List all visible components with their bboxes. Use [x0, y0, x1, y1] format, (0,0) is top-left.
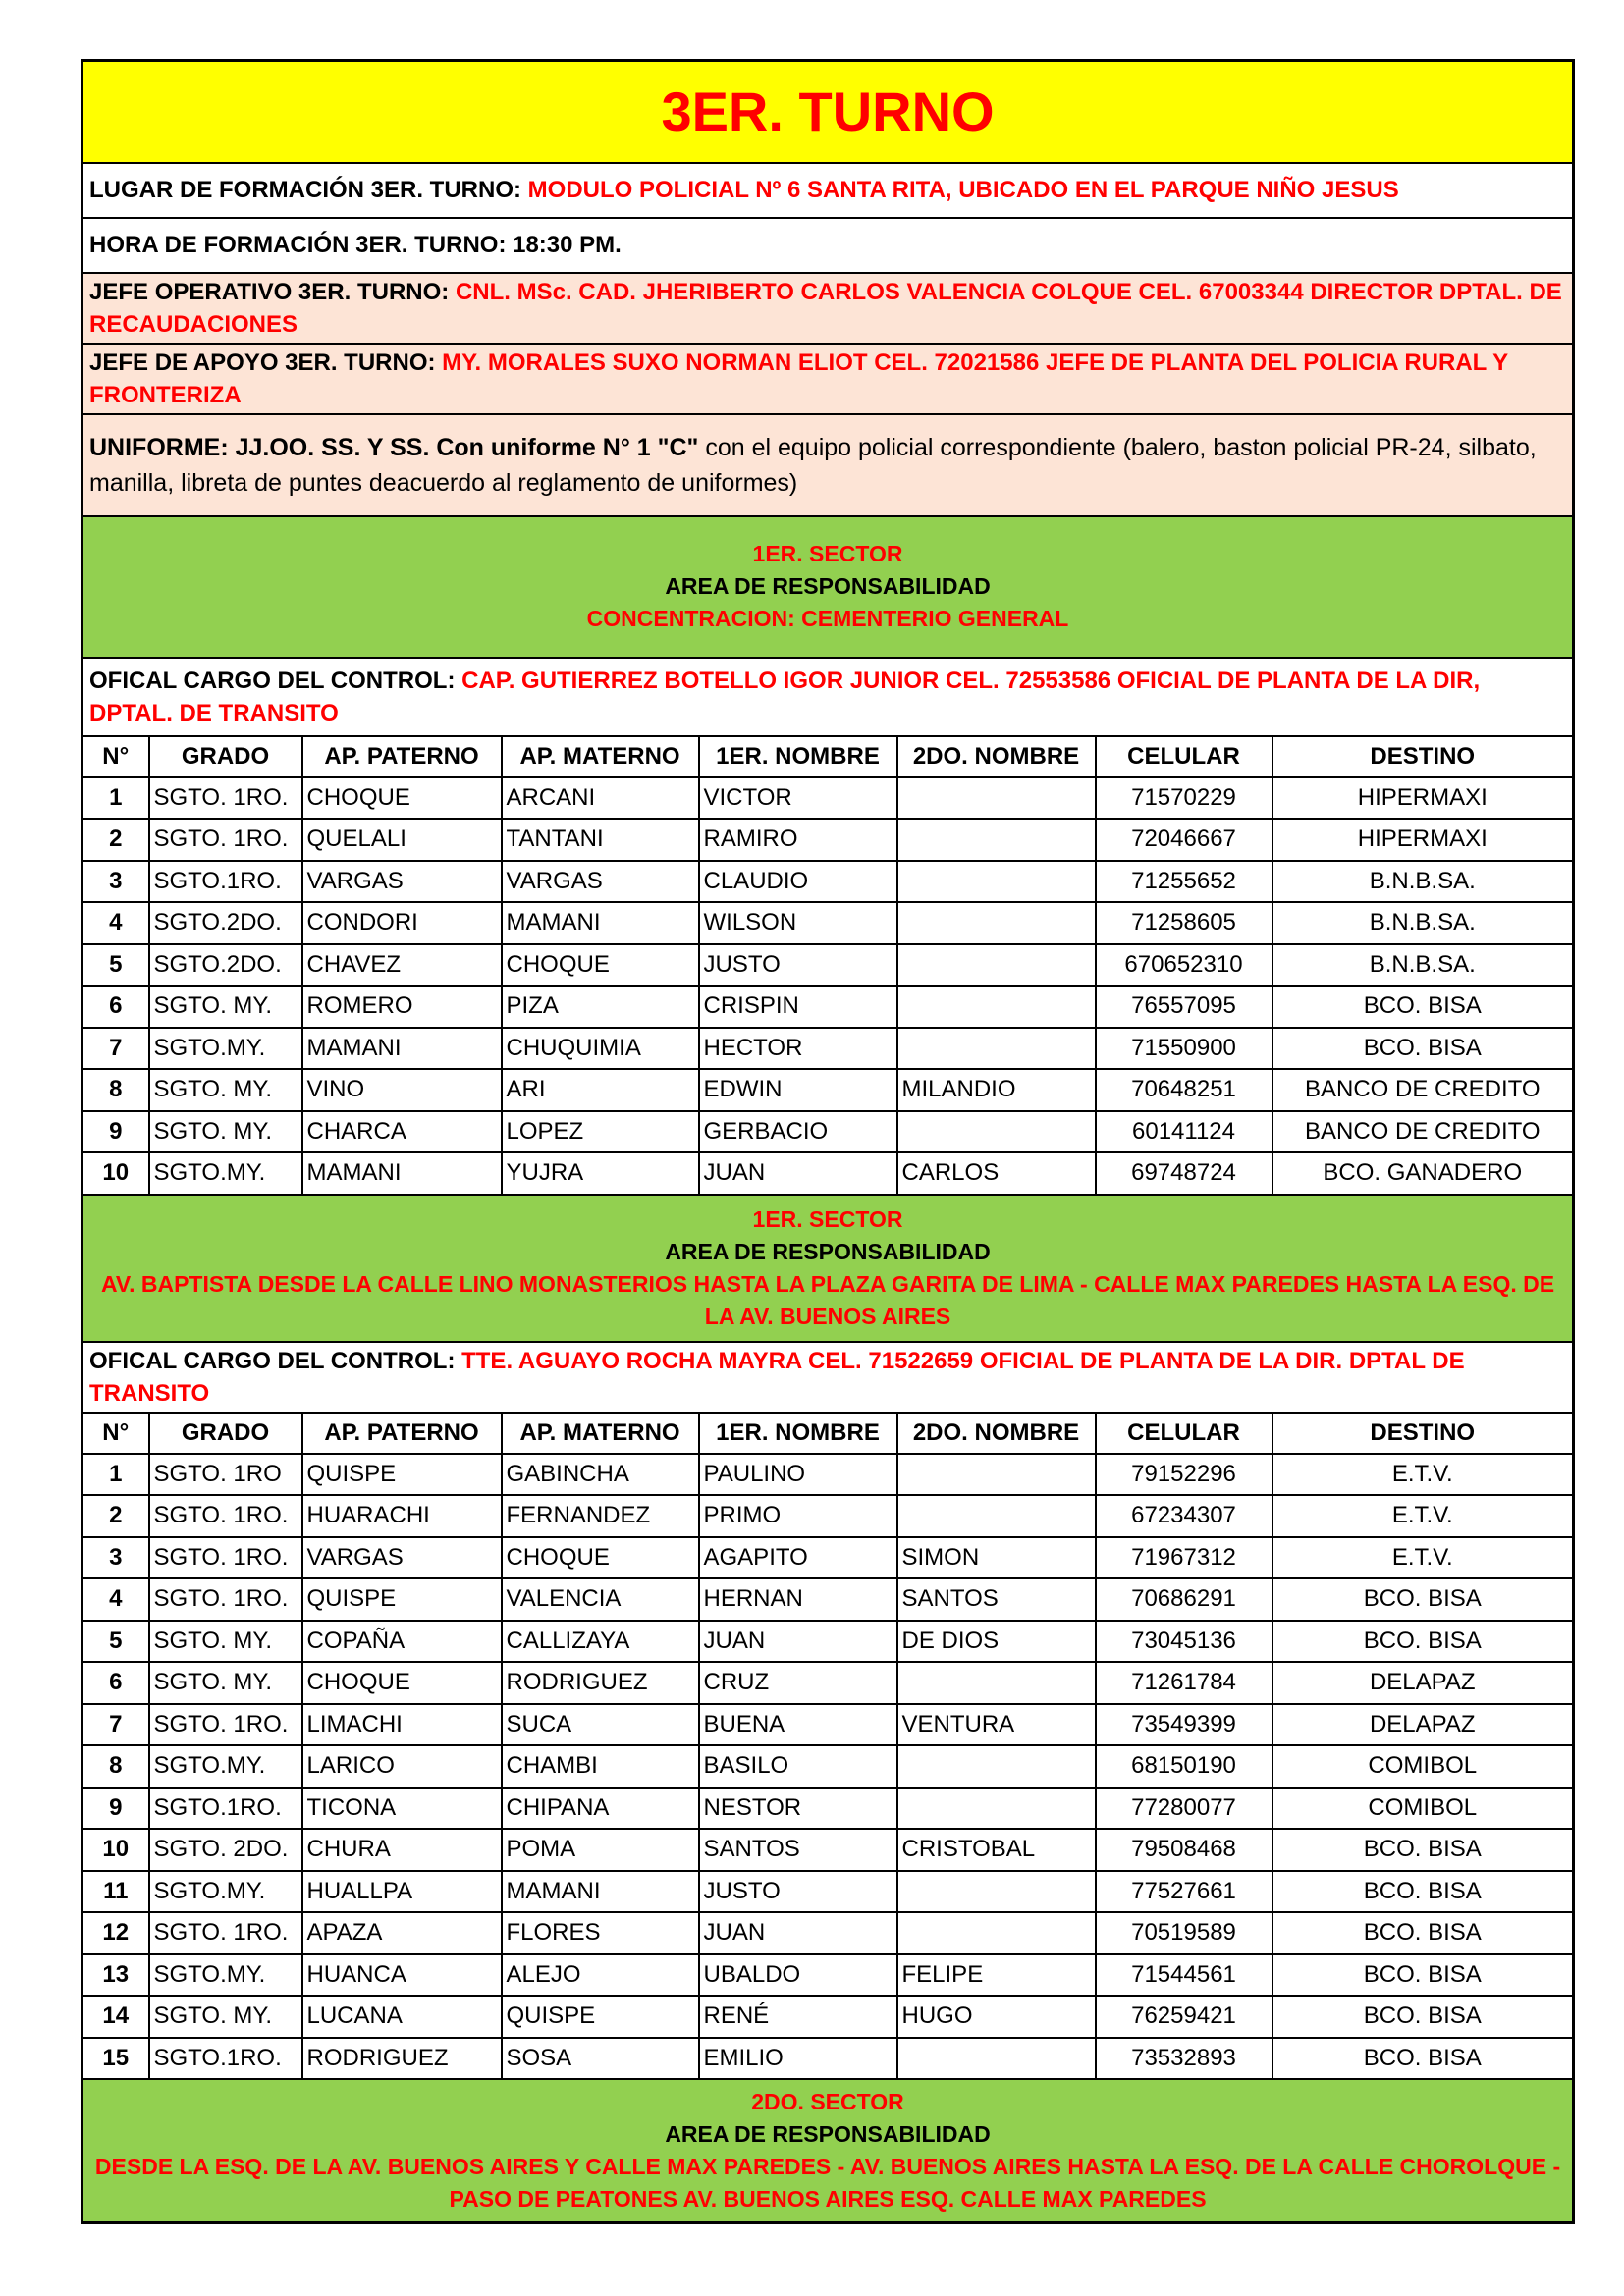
table-cell: 71255652	[1096, 861, 1272, 903]
table-cell: BCO. GANADERO	[1272, 1152, 1574, 1195]
table-cell	[897, 861, 1096, 903]
table-cell: MAMANI	[502, 902, 699, 944]
sector-banner	[82, 2079, 1574, 2222]
table-cell: 10	[82, 1829, 149, 1871]
table-cell: 9	[82, 1111, 149, 1153]
column-header: N°	[82, 1413, 149, 1454]
table-cell: SGTO. 1RO.	[149, 819, 302, 861]
table-cell: HUALLPA	[302, 1871, 502, 1913]
table-cell: 13	[82, 1954, 149, 1997]
table-cell: 6	[82, 1662, 149, 1704]
table-cell: VARGAS	[502, 861, 699, 903]
table-cell: 14	[82, 1996, 149, 2038]
table-cell: RODRIGUEZ	[502, 1662, 699, 1704]
table-cell: 3	[82, 1537, 149, 1579]
table-cell: PIZA	[502, 986, 699, 1028]
table-cell: 67234307	[1096, 1495, 1272, 1537]
table-cell: FLORES	[502, 1912, 699, 1954]
table-cell: 1	[82, 1454, 149, 1496]
table-cell: 79152296	[1096, 1454, 1272, 1496]
table-cell: 73045136	[1096, 1621, 1272, 1663]
column-header: 2DO. NOMBRE	[897, 736, 1096, 777]
table-cell: DELAPAZ	[1272, 1662, 1574, 1704]
table-cell: BCO. BISA	[1272, 1996, 1574, 2038]
table-cell: 77527661	[1096, 1871, 1272, 1913]
table-cell: 2	[82, 1495, 149, 1537]
table-row	[82, 1454, 1574, 1496]
table-cell: HIPERMAXI	[1272, 777, 1574, 820]
table-cell: SGTO.MY.	[149, 1152, 302, 1195]
table-cell: 79508468	[1096, 1829, 1272, 1871]
table-cell: SGTO.2DO.	[149, 902, 302, 944]
lugar-value: MODULO POLICIAL Nº 6 SANTA RITA, UBICADO EN EL PARQUE NIÑO JESUS	[527, 177, 1399, 203]
table-row	[82, 777, 1574, 820]
table-cell: SGTO. MY.	[149, 1621, 302, 1663]
table-cell: SGTO. 1RO.	[149, 777, 302, 820]
sector-area: AREA DE RESPONSABILIDAD	[665, 573, 991, 599]
table-cell: CLAUDIO	[699, 861, 897, 903]
column-header: N°	[82, 736, 149, 777]
table-cell: HERNAN	[699, 1578, 897, 1621]
table-cell: 70686291	[1096, 1578, 1272, 1621]
jefe-apoyo-label: JEFE DE APOYO 3ER. TURNO:	[89, 348, 436, 376]
table-cell: ARI	[502, 1069, 699, 1111]
table-header	[82, 736, 1574, 777]
officer-row	[82, 658, 1574, 736]
table-cell: 5	[82, 1621, 149, 1663]
document	[81, 59, 1572, 2224]
table-cell: SGTO. 1RO	[149, 1454, 302, 1496]
table-cell: 71967312	[1096, 1537, 1272, 1579]
table-cell	[897, 2038, 1096, 2080]
table-cell: VALENCIA	[502, 1578, 699, 1621]
table-cell: FELIPE	[897, 1954, 1096, 1997]
table-row	[82, 1912, 1574, 1954]
table-row	[82, 819, 1574, 861]
sector-area: AREA DE RESPONSABILIDAD	[665, 2120, 991, 2147]
table-cell: JUSTO	[699, 944, 897, 987]
column-header: DESTINO	[1272, 1413, 1574, 1454]
table-row	[82, 1578, 1574, 1621]
table-cell: 12	[82, 1912, 149, 1954]
table-cell: SGTO. 1RO.	[149, 1578, 302, 1621]
officer-label: OFICAL CARGO DEL CONTROL:	[89, 667, 456, 694]
table-cell: CHOQUE	[502, 944, 699, 987]
table-cell: BCO. BISA	[1272, 1028, 1574, 1070]
table-cell: DE DIOS	[897, 1621, 1096, 1663]
table-row	[82, 1788, 1574, 1830]
table-cell	[897, 1495, 1096, 1537]
table-cell: HECTOR	[699, 1028, 897, 1070]
column-header: AP. PATERNO	[302, 736, 502, 777]
column-header: AP. MATERNO	[502, 736, 699, 777]
table-cell: BCO. BISA	[1272, 1621, 1574, 1663]
table-cell: LOPEZ	[502, 1111, 699, 1153]
table-cell: HUGO	[897, 1996, 1096, 2038]
table-cell: SGTO.2DO.	[149, 944, 302, 987]
table-cell: SGTO. 1RO.	[149, 1912, 302, 1954]
table-cell: CHOQUE	[302, 1662, 502, 1704]
table-cell: ALEJO	[502, 1954, 699, 1997]
table-cell: BCO. BISA	[1272, 1954, 1574, 1997]
column-header: 1ER. NOMBRE	[699, 736, 897, 777]
table-cell: CHOQUE	[302, 777, 502, 820]
column-header: DESTINO	[1272, 736, 1574, 777]
uniforme-label: UNIFORME: JJ.OO. SS. Y SS. Con uniforme N° 1 "C"	[89, 433, 699, 461]
table-cell: 72046667	[1096, 819, 1272, 861]
jefe-operativo-label: JEFE OPERATIVO 3ER. TURNO:	[89, 278, 450, 305]
table-cell: 69748724	[1096, 1152, 1272, 1195]
table-cell: B.N.B.SA.	[1272, 861, 1574, 903]
table-cell	[897, 986, 1096, 1028]
table-cell: 71261784	[1096, 1662, 1272, 1704]
table-cell: MAMANI	[502, 1871, 699, 1913]
table-cell: 76557095	[1096, 986, 1272, 1028]
table-cell: VENTURA	[897, 1704, 1096, 1746]
table-cell	[897, 1788, 1096, 1830]
column-header: CELULAR	[1096, 736, 1272, 777]
table-row	[82, 1954, 1574, 1997]
table-cell: 7	[82, 1704, 149, 1746]
sector-banner	[82, 516, 1574, 658]
table-cell: 1	[82, 777, 149, 820]
sector-banner	[82, 1195, 1574, 1342]
table-cell: 71258605	[1096, 902, 1272, 944]
table-cell: SIMON	[897, 1537, 1096, 1579]
table-cell: SGTO.1RO.	[149, 861, 302, 903]
table-cell: CHIPANA	[502, 1788, 699, 1830]
table-row	[82, 1996, 1574, 2038]
table-cell: CRISTOBAL	[897, 1829, 1096, 1871]
table-row	[82, 1495, 1574, 1537]
table-cell: BANCO DE CREDITO	[1272, 1111, 1574, 1153]
table-cell: 70648251	[1096, 1069, 1272, 1111]
table-cell: MAMANI	[302, 1028, 502, 1070]
table-cell: E.T.V.	[1272, 1537, 1574, 1579]
table-cell: 8	[82, 1069, 149, 1111]
table-row	[82, 1662, 1574, 1704]
uniforme-value: con el equipo policial correspondiente (balero, baston policial PR-24, silbato, manilla, libreta de puntes deacuerdo al reglamento de uniformes)	[89, 433, 1537, 497]
table-cell: RENÉ	[699, 1996, 897, 2038]
table-cell: 3	[82, 861, 149, 903]
table-cell: SGTO.MY.	[149, 1028, 302, 1070]
table-cell: B.N.B.SA.	[1272, 944, 1574, 987]
table-row	[82, 1621, 1574, 1663]
table-cell: SUCA	[502, 1704, 699, 1746]
sector-title: 2DO. SECTOR	[751, 2088, 904, 2114]
table-cell: EMILIO	[699, 2038, 897, 2080]
table-cell: POMA	[502, 1829, 699, 1871]
table-cell: E.T.V.	[1272, 1495, 1574, 1537]
table-cell: 73532893	[1096, 2038, 1272, 2080]
table-cell: SGTO.1RO.	[149, 2038, 302, 2080]
table-cell	[897, 819, 1096, 861]
table-cell: SANTOS	[699, 1829, 897, 1871]
table-row	[82, 1069, 1574, 1111]
table-cell: TANTANI	[502, 819, 699, 861]
table-cell: 9	[82, 1788, 149, 1830]
sector-detail: AV. BAPTISTA DESDE LA CALLE LINO MONASTERIOS HASTA LA PLAZA GARITA DE LIMA - CALLE MAX PAREDES HASTA LA ESQ. DE LA AV. BUENOS AIRES	[100, 1270, 1555, 1329]
table-cell: 71570229	[1096, 777, 1272, 820]
table-cell: PRIMO	[699, 1495, 897, 1537]
table-cell: 670652310	[1096, 944, 1272, 987]
table-cell: CHAVEZ	[302, 944, 502, 987]
sector-title: 1ER. SECTOR	[752, 1205, 903, 1232]
table-cell	[897, 1111, 1096, 1153]
table-cell	[897, 944, 1096, 987]
table-cell: COMIBOL	[1272, 1788, 1574, 1830]
table-cell: BUENA	[699, 1704, 897, 1746]
table-cell: CHOQUE	[502, 1537, 699, 1579]
table-cell: CARLOS	[897, 1152, 1096, 1195]
table-cell: HUARACHI	[302, 1495, 502, 1537]
table-cell: E.T.V.	[1272, 1454, 1574, 1496]
sector-detail: DESDE LA ESQ. DE LA AV. BUENOS AIRES Y CALLE MAX PAREDES - AV. BUENOS AIRES HASTA LA ESQ. DE LA CALLE CHOROLQUE - PASO DE PEATONES AV. BUENOS AIRES ESQ. CALLE MAX PAREDES	[94, 2153, 1561, 2212]
table-cell: YUJRA	[502, 1152, 699, 1195]
table-cell: 70519589	[1096, 1912, 1272, 1954]
sector-detail: CONCENTRACION: CEMENTERIO GENERAL	[586, 606, 1069, 631]
page-title: 3ER. TURNO	[82, 61, 1574, 163]
table-header	[82, 1413, 1574, 1454]
table-cell: SGTO. MY.	[149, 1662, 302, 1704]
table-cell: 60141124	[1096, 1111, 1272, 1153]
table-cell: 7	[82, 1028, 149, 1070]
table-cell: 15	[82, 2038, 149, 2080]
table-cell: SGTO. 1RO.	[149, 1537, 302, 1579]
table-cell: HIPERMAXI	[1272, 819, 1574, 861]
table-cell: JUAN	[699, 1152, 897, 1195]
table-cell: SGTO. 1RO.	[149, 1704, 302, 1746]
table-cell: 10	[82, 1152, 149, 1195]
table-cell: PAULINO	[699, 1454, 897, 1496]
table-cell: CHURA	[302, 1829, 502, 1871]
table-cell	[897, 1871, 1096, 1913]
table-cell: B.N.B.SA.	[1272, 902, 1574, 944]
table-cell: CALLIZAYA	[502, 1621, 699, 1663]
table-cell: MAMANI	[302, 1152, 502, 1195]
turno-table	[81, 59, 1575, 2224]
table-row	[82, 1111, 1574, 1153]
table-cell: BASILO	[699, 1745, 897, 1788]
table-cell: 76259421	[1096, 1996, 1272, 2038]
table-cell: CHAMBI	[502, 1745, 699, 1788]
table-cell: LIMACHI	[302, 1704, 502, 1746]
table-row	[82, 2038, 1574, 2080]
table-row	[82, 1871, 1574, 1913]
table-cell: AGAPITO	[699, 1537, 897, 1579]
table-cell: 8	[82, 1745, 149, 1788]
table-cell: JUAN	[699, 1912, 897, 1954]
table-cell: BCO. BISA	[1272, 986, 1574, 1028]
uniforme-row	[82, 414, 1574, 516]
table-row	[82, 902, 1574, 944]
table-row	[82, 1152, 1574, 1195]
table-cell: VARGAS	[302, 861, 502, 903]
sector-area: AREA DE RESPONSABILIDAD	[665, 1238, 991, 1264]
table-cell	[897, 902, 1096, 944]
lugar-label: LUGAR DE FORMACIÓN 3ER. TURNO:	[89, 177, 521, 203]
table-cell: BCO. BISA	[1272, 1871, 1574, 1913]
column-header: 2DO. NOMBRE	[897, 1413, 1096, 1454]
table-cell: SGTO.1RO.	[149, 1788, 302, 1830]
table-row	[82, 986, 1574, 1028]
table-cell: BCO. BISA	[1272, 1578, 1574, 1621]
table-cell: RAMIRO	[699, 819, 897, 861]
hora-label: HORA DE FORMACIÓN 3ER. TURNO: 18:30 PM.	[89, 232, 622, 258]
table-cell	[897, 1028, 1096, 1070]
table-cell: APAZA	[302, 1912, 502, 1954]
table-row	[82, 861, 1574, 903]
table-cell: CRISPIN	[699, 986, 897, 1028]
table-cell: ROMERO	[302, 986, 502, 1028]
table-cell: 5	[82, 944, 149, 987]
table-row	[82, 944, 1574, 987]
column-header: CELULAR	[1096, 1413, 1272, 1454]
table-cell: VARGAS	[302, 1537, 502, 1579]
table-cell: SGTO.MY.	[149, 1745, 302, 1788]
jefe-apoyo-row	[82, 344, 1574, 414]
table-cell: 73549399	[1096, 1704, 1272, 1746]
jefe-apoyo-value: MY. MORALES SUXO NORMAN ELIOT CEL. 72021586 JEFE DE PLANTA DEL POLICIA RURAL Y FRONTERIZA	[89, 348, 1508, 408]
table-cell: SOSA	[502, 2038, 699, 2080]
officer-value: CAP. GUTIERREZ BOTELLO IGOR JUNIOR CEL. 72553586 OFICIAL DE PLANTA DE LA DIR, DPTAL. DE TRANSITO	[89, 667, 1481, 726]
table-cell: QUELALI	[302, 819, 502, 861]
table-cell: CHUQUIMIA	[502, 1028, 699, 1070]
column-header: GRADO	[149, 1413, 302, 1454]
table-row	[82, 1829, 1574, 1871]
hora-row	[82, 218, 1574, 273]
table-row	[82, 1028, 1574, 1070]
table-cell: GERBACIO	[699, 1111, 897, 1153]
sector-title: 1ER. SECTOR	[752, 541, 903, 566]
table-cell: RODRIGUEZ	[302, 2038, 502, 2080]
table-cell: 4	[82, 902, 149, 944]
table-cell: GABINCHA	[502, 1454, 699, 1496]
table-cell: NESTOR	[699, 1788, 897, 1830]
table-cell: SGTO. 1RO.	[149, 1495, 302, 1537]
table-cell: 71550900	[1096, 1028, 1272, 1070]
table-cell: SGTO. MY.	[149, 986, 302, 1028]
table-cell	[897, 1454, 1096, 1496]
table-cell: LUCANA	[302, 1996, 502, 2038]
table-cell: TICONA	[302, 1788, 502, 1830]
title-row	[82, 61, 1574, 163]
table-cell: QUISPE	[502, 1996, 699, 2038]
table-cell: JUSTO	[699, 1871, 897, 1913]
table-cell	[897, 1662, 1096, 1704]
table-cell: JUAN	[699, 1621, 897, 1663]
table-cell: COMIBOL	[1272, 1745, 1574, 1788]
table-cell: VICTOR	[699, 777, 897, 820]
table-cell: 77280077	[1096, 1788, 1272, 1830]
lugar-row	[82, 163, 1574, 218]
table-cell	[897, 1745, 1096, 1788]
table-cell: SGTO. MY.	[149, 1111, 302, 1153]
officer-label: OFICAL CARGO DEL CONTROL:	[89, 1347, 456, 1374]
table-cell: 11	[82, 1871, 149, 1913]
table-cell: ARCANI	[502, 777, 699, 820]
table-cell: LARICO	[302, 1745, 502, 1788]
table-cell: BCO. BISA	[1272, 1829, 1574, 1871]
table-cell: QUISPE	[302, 1578, 502, 1621]
table-row	[82, 1745, 1574, 1788]
table-cell: SGTO. 2DO.	[149, 1829, 302, 1871]
table-cell: BANCO DE CREDITO	[1272, 1069, 1574, 1111]
officer-value: TTE. AGUAYO ROCHA MAYRA CEL. 71522659 OFICIAL DE PLANTA DE LA DIR. DPTAL DE TRANSITO	[89, 1347, 1465, 1407]
table-cell: 4	[82, 1578, 149, 1621]
table-cell: SGTO.MY.	[149, 1871, 302, 1913]
table-cell: BCO. BISA	[1272, 2038, 1574, 2080]
jefe-operativo-row	[82, 273, 1574, 344]
table-cell: WILSON	[699, 902, 897, 944]
officer-row	[82, 1342, 1574, 1413]
table-cell: SGTO. MY.	[149, 1069, 302, 1111]
table-cell: 71544561	[1096, 1954, 1272, 1997]
table-cell: CONDORI	[302, 902, 502, 944]
table-cell: SGTO. MY.	[149, 1996, 302, 2038]
table-cell: SGTO.MY.	[149, 1954, 302, 1997]
table-row	[82, 1537, 1574, 1579]
table-cell: DELAPAZ	[1272, 1704, 1574, 1746]
table-cell	[897, 1912, 1096, 1954]
column-header: 1ER. NOMBRE	[699, 1413, 897, 1454]
table-cell: COPAÑA	[302, 1621, 502, 1663]
column-header: GRADO	[149, 736, 302, 777]
table-cell: SANTOS	[897, 1578, 1096, 1621]
table-cell	[897, 777, 1096, 820]
jefe-operativo-value: CNL. MSc. CAD. JHERIBERTO CARLOS VALENCIA COLQUE CEL. 67003344 DIRECTOR DPTAL. DE RECAUDACIONES	[89, 278, 1562, 338]
table-cell: QUISPE	[302, 1454, 502, 1496]
table-cell: BCO. BISA	[1272, 1912, 1574, 1954]
table-cell: 6	[82, 986, 149, 1028]
table-cell: CHARCA	[302, 1111, 502, 1153]
table-cell: HUANCA	[302, 1954, 502, 1997]
column-header: AP. PATERNO	[302, 1413, 502, 1454]
column-header: AP. MATERNO	[502, 1413, 699, 1454]
table-cell: UBALDO	[699, 1954, 897, 1997]
table-cell: 68150190	[1096, 1745, 1272, 1788]
table-cell: EDWIN	[699, 1069, 897, 1111]
table-cell: FERNANDEZ	[502, 1495, 699, 1537]
table-cell: CRUZ	[699, 1662, 897, 1704]
table-row	[82, 1704, 1574, 1746]
table-cell: VINO	[302, 1069, 502, 1111]
table-cell: MILANDIO	[897, 1069, 1096, 1111]
table-cell: 2	[82, 819, 149, 861]
